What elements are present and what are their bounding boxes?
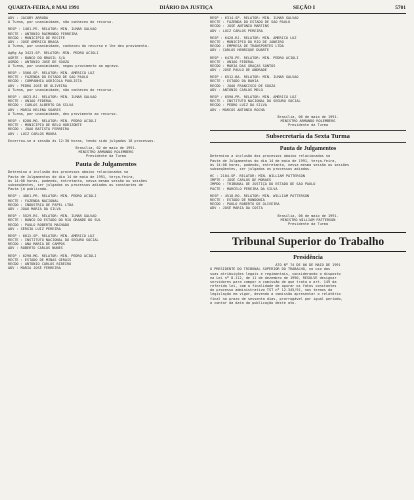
left-signature-name: MINISTRO ARMANDO ROLEMBERG	[78, 150, 134, 155]
case-line: A Turma, por unanimidade, não conheceu do recurso.	[8, 20, 114, 25]
case-line: RESP : 6012-SP. RELATOR: MIN. AMÉRICO LUZ	[8, 233, 95, 238]
case-line: RECTE : ESTADO DE MINAS GERAIS	[8, 257, 72, 262]
case-line: RECDO : PEDRO LUIZ DA SILVA	[210, 103, 267, 108]
case-line: RESP : 6590-PR. RELATOR: MIN. AMÉRICO LUZ	[210, 95, 297, 99]
case-line: IMPDO : TRIBUNAL DE JUSTIÇA DO ESTADO DE SÃO PAULO	[210, 182, 316, 187]
header-section: SEÇÃO I	[293, 5, 316, 11]
case-line: RECTE : MUNICÍPIO DE BELO HORIZONTE	[8, 123, 82, 128]
case-line: AGRTE : BANCO DO BRASIL S/A	[8, 55, 65, 60]
right-signature-name: MINISTRO ARMANDO ROLEMBERG	[280, 118, 336, 123]
case-entry	[210, 95, 406, 112]
case-line: RECTE : FAZENDA DO ESTADO DE SÃO PAULO	[210, 20, 291, 25]
header-journal: DIÁRIO DA JUSTIÇA	[159, 5, 213, 11]
case-line: RECDO : PAULO ROBERTO DE OLIVEIRA	[210, 202, 280, 207]
case-line: RESP : 5566-SP. RELATOR: MIN. AMÉRICO LUZ	[8, 71, 95, 76]
case-line: A Turma, por unanimidade, não conheceu do recurso.	[8, 87, 114, 92]
case-line: A Turma, por unanimidade, negou provimento ao agravo.	[8, 63, 120, 68]
case-line: RESP : 6314-SP. RELATOR: MIN. ILMAR GALVÃO	[210, 16, 299, 20]
case-entry	[210, 56, 406, 73]
case-line: RECTE : INSTITUTO NACIONAL DO SEGURO SOCIAL	[210, 99, 301, 104]
case-line: RESP : 1481-PE. RELATOR: MIN. ILMAR GALVÃO	[8, 27, 97, 32]
pauta-intro-line: às 14:00 horas, podendo, entretanto, nessa mesma sessão ou sessões	[8, 178, 148, 183]
ato-text-line: referida lei, com a finalidade de apurar os fatos constantes	[210, 284, 337, 289]
case-line: ADV : CARLOS HENRIQUE DUARTE	[210, 48, 270, 53]
case-line: RESP : 6512-BA. RELATOR: MIN. ILMAR GALVÃO	[210, 75, 299, 80]
right-blocks-top	[210, 16, 406, 112]
case-entry	[210, 36, 406, 53]
right-blocks-mid	[210, 174, 406, 211]
case-entry	[8, 95, 204, 116]
case-line: RECTE : INSTITUTO NACIONAL DO SEGURO SOCIAL	[8, 238, 99, 243]
case-line: RECTE : FAZENDA DO ESTADO DE SÃO PAULO	[8, 75, 89, 80]
pauta-intro-line: Pauta de Julgamentos do dia 14 de maio de 1991, terça-feira,	[8, 174, 135, 179]
page-header	[8, 3, 406, 14]
case-entry	[8, 27, 204, 48]
left-pauta-intro	[8, 170, 204, 191]
ato-text-line: do processo administrativo TST nº 12.345/91, nos termos da	[210, 288, 333, 293]
case-line: ADV : JACOBY ARRUDA	[8, 16, 49, 20]
pauta-intro-line: Determino a inclusão dos processos abaixo relacionados na	[210, 154, 331, 159]
right-column	[210, 16, 406, 305]
case-line: ADV : JOSÉ MARIA DA COSTA	[210, 206, 263, 211]
case-line: ADV : JOÃO MARIA DA SILVA	[8, 206, 61, 211]
case-line: RESP : 4518-RO. RELATOR: MIN. WILLIAM PATTERSON	[210, 193, 310, 198]
case-line: ADV : PEDRO JOSÉ DE OLIVEIRA	[8, 83, 68, 88]
case-line: IMPTE : JOSÉ CARLOS DE MORAES	[210, 178, 272, 183]
pauta-intro-line: Determino a inclusão dos processos abaixo relacionados na	[8, 170, 129, 175]
closing-note: Encerrou-se a sessão às 12:30 horas, tendo sido julgados 18 processos.	[8, 138, 156, 143]
right-signature-date-2: Brasília, 06 de maio de 1991.	[277, 213, 339, 218]
case-line: RECDO : JOÃO BATISTA FERREIRA	[8, 127, 70, 132]
case-line: RECTE : BANCO DO ESTADO DO RIO GRANDE DO SUL	[8, 218, 101, 223]
case-line: RECTE : ESTADO DE RONDÔNIA	[210, 198, 265, 202]
case-entry	[8, 71, 204, 92]
case-line: RECDO : MUNICÍPIO DE RECIFE	[8, 35, 65, 40]
case-line: RECDO : ANTÔNIO CARLOS RIBEIRO	[8, 262, 72, 266]
case-line: ADV : ROBERTO CARLOS NUNES	[8, 246, 63, 251]
pauta-intro-line: Pauta já publicada.	[8, 187, 49, 192]
case-line: RECDO : CARLOS ALBERTO DA SILVA	[8, 103, 74, 108]
ato-text	[210, 267, 406, 305]
case-entry	[8, 194, 204, 211]
case-line: RESP : 4861-PR. RELATOR: MIN. PEDRO ACIOLI	[8, 194, 97, 199]
right-pauta-intro	[210, 154, 406, 171]
pauta-intro-line: Pauta de Julgamentos do dia 14 de maio de 1991, terça-feira,	[210, 158, 337, 163]
case-line: RECDO : INDÚSTRIA DE PAPEL LTDA	[8, 202, 74, 207]
right-signature-role-2: Presidente da Turma	[287, 221, 329, 226]
left-signature-date: Brasília, 02 de maio de 1991.	[75, 145, 137, 150]
case-line: RECDO : EMPRESA DE TRANSPORTES LTDA	[210, 44, 284, 49]
case-entry	[8, 214, 204, 231]
left-column	[8, 16, 204, 273]
case-line: AgRg Ag 3423-SP. RELATOR: MIN. PEDRO ACIOLI	[8, 51, 99, 56]
case-line: ADV : JOSÉ PAULO DE ANDRADE	[210, 68, 267, 73]
case-line: RECDO : MARIA DAS GRAÇAS SANTOS	[210, 63, 276, 68]
case-line: AGRDO : ANTONIO JOSÉ DE SOUZA	[8, 59, 70, 64]
case-line: ADV : SÉRGIO LUIZ PEREIRA	[8, 226, 61, 231]
right-signature-date: Brasília, 06 de maio de 1991.	[277, 114, 339, 119]
case-line: RESP : 4023-RJ. RELATOR: MIN. ILMAR GALVÃO	[8, 95, 97, 99]
case-line: ADV : MARIA JOSÉ FERREIRA	[8, 266, 61, 271]
case-line: RECDO : JOÃO FRANCISCO DE SOUZA	[210, 83, 276, 88]
case-line: RECDO : PAULO ROBERTO MACHADO	[8, 222, 70, 227]
case-line: PACTE : MARCELO PEREIRA DA SILVA	[210, 186, 278, 191]
right-signature-name-2: MINISTRO WILLIAM PATTERSON	[280, 217, 336, 222]
case-line: RECDO : JOSÉ ANTÔNIO MARTINS	[210, 24, 270, 29]
case-line: RESP : 6478-PE. RELATOR: MIN. PEDRO ACIOLI	[210, 55, 299, 60]
case-entry	[210, 16, 406, 33]
case-line: ADV : MARIA HELENA SOARES	[8, 107, 61, 112]
pauta-intro-line: subseqüentes, ser julgados os processos adiados.	[210, 166, 312, 171]
case-entry	[210, 174, 406, 191]
case-line: RECTE : ESTADO DA BAHIA	[210, 79, 259, 84]
left-pauta-title: Pauta de Julgamentos	[75, 161, 137, 169]
pauta-intro-line: às 14:00 horas, podendo, entretanto, nessa mesma sessão ou sessões	[210, 162, 350, 167]
case-entry	[8, 51, 204, 68]
ato-text-line: O PRESIDENTE DO TRIBUNAL SUPERIOR DO TRABALHO, no uso das	[210, 267, 331, 272]
case-line: ADV : ANTÔNIO CARLOS MELO	[210, 87, 263, 92]
case-entry	[210, 194, 406, 211]
case-line: RECDO : COMPANHIA AGRÍCOLA PAULISTA	[8, 79, 82, 84]
case-entry	[8, 234, 204, 251]
case-line: RESP : 6290-MG. RELATOR: MIN. PEDRO ACIOLI	[8, 253, 97, 258]
sexta-turma-title: Subsecretaria da Sexta Turma	[210, 130, 406, 143]
presidencia-title: Presidência	[293, 255, 323, 262]
ato-text-line: na Lei nº 8.112, de 11 de dezembro de 1990, RESOLVE designar	[210, 275, 337, 280]
ato-text-line: a contar da data da publicação deste ato.	[210, 300, 297, 305]
case-line: ADV : MARCOS ANTÔNIO ROCHA	[210, 107, 265, 112]
case-line: RESP : 6420-RJ. RELATOR: MIN. AMÉRICO LUZ	[210, 35, 297, 40]
case-entry	[210, 75, 406, 92]
case-line: RECDO : ANA MARIA DE CAMPOS	[8, 242, 65, 247]
ato-title: ATO Nº 74 DE 06 DE MAIO DE 1991	[275, 263, 341, 268]
left-signature-role: Presidente da Turma	[85, 154, 127, 159]
case-line: ADV : LUIZ CARLOS PEREIRA	[210, 28, 263, 33]
case-line: RECTE : UNIÃO FEDERAL	[8, 99, 53, 104]
case-entry	[8, 119, 204, 136]
case-line: RESP : 6288-MG. RELATOR: MIN. PEDRO ACIOLI	[8, 118, 97, 123]
ato-text-line: final no prazo de sessenta dias, prorrogável por igual período,	[210, 296, 343, 301]
case-line: RECTE : FAZENDA NACIONAL	[8, 198, 59, 203]
right-pauta-title: Pauta de Julgamentos	[279, 146, 337, 153]
case-line: ADV : JOSÉ AMÉRICO BRAGA	[8, 39, 59, 44]
header-date: QUARTA-FEIRA, 8 MAI 1991	[8, 5, 80, 11]
pauta-intro-line: subseqüentes, ser julgados os processos adiados ou constantes de	[8, 183, 143, 187]
left-blocks-top	[8, 16, 204, 136]
left-blocks-bottom	[8, 194, 204, 270]
case-line: HC : 2104-SP. RELATOR: MIN. WILLIAM PATTERSON	[210, 174, 305, 179]
case-line: RESP : 5529-RS. RELATOR: MIN. ILMAR GALVÃO	[8, 214, 97, 219]
case-line: A Turma, por unanimidade, deu provimento ao recurso.	[8, 111, 118, 116]
ato-text-line: servidores para compor a comissão de que trata o art. 149 da	[210, 279, 337, 284]
case-line: RECTE : ANTONIO RAIMUNDO FERREIRA	[8, 31, 78, 36]
tribunal-title: Tribunal Superior do Trabalho	[210, 232, 406, 252]
case-line: RECTE : UNIÃO FEDERAL	[210, 59, 255, 64]
ato-text-line: legislação em vigor, devendo a comissão apresentar o relatório	[210, 292, 341, 297]
case-entry	[8, 254, 204, 271]
right-signature-role: Presidente da Turma	[287, 123, 329, 128]
case-line: RECTE : MUNICÍPIO DO RIO DE JANEIRO	[210, 39, 284, 44]
case-line: A Turma, por unanimidade, conheceu do recurso e lhe deu provimento.	[8, 44, 150, 49]
case-line: ADV : LUIZ CARLOS MOURA	[8, 131, 57, 136]
header-page-number: 5701	[395, 5, 406, 11]
ato-text-line: suas atribuições legais e regimentais, considerando o disposto	[210, 271, 341, 276]
case-entry	[8, 16, 204, 24]
